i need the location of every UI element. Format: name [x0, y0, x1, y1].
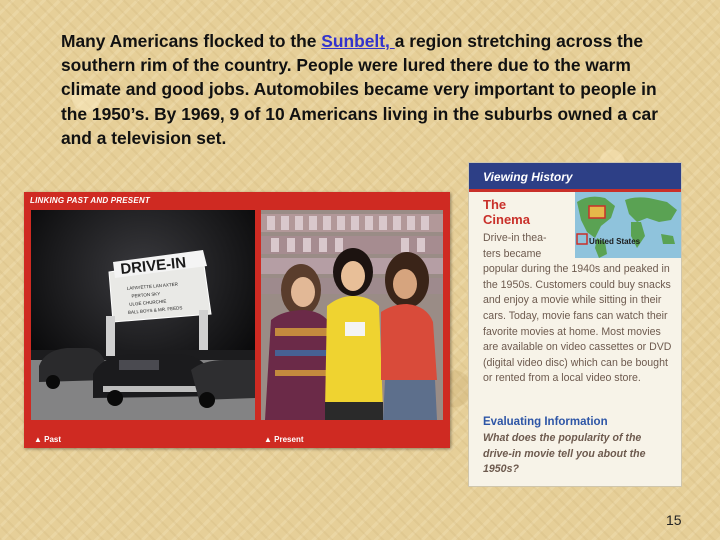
paragraph-text-start: Many Americans flocked to the: [61, 31, 322, 51]
body-line: ters became: [483, 247, 542, 260]
section-title: [483, 197, 530, 227]
panel-header: LINKING PAST AND PRESENT: [30, 196, 150, 205]
video-store-illustration: [261, 210, 443, 420]
linking-past-present-panel: [24, 192, 450, 448]
main-paragraph: [61, 29, 681, 150]
viewing-history-panel: [468, 162, 682, 487]
section-title-line1: The: [483, 197, 507, 212]
marquee-line: ULGE CHURCHIE: [129, 298, 167, 307]
sunbelt-link[interactable]: Sunbelt,: [321, 31, 395, 51]
page-number: 15: [666, 512, 682, 528]
marquee-line: BALL BOYS & MR. FEEDS: [127, 305, 183, 315]
past-label: ▲ Past: [34, 435, 62, 444]
person-right: [381, 252, 437, 420]
viewing-history-title: Viewing History: [483, 170, 573, 184]
sidebar-body-text: [483, 231, 677, 387]
video-store-photo: [261, 210, 443, 420]
marquee-line: PERTON SKY: [131, 291, 161, 299]
marquee-line: LAFAYETTE LAN AXTER: [126, 281, 179, 291]
section-title-line2: Cinema: [483, 212, 530, 227]
drive-in-illustration: [31, 210, 255, 420]
map-label: United States: [589, 237, 641, 246]
evaluating-information-heading: Evaluating Information: [483, 416, 608, 428]
viewing-history-header: [469, 163, 681, 189]
marquee-title: DRIVE-IN: [119, 254, 187, 278]
present-label: ▲ Present: [264, 435, 304, 444]
body-line: Drive-in thea-: [483, 232, 547, 244]
paragraph-text-end: a region stretching across the southern rim of the country. People were lured there due to the warm climate and good jobs. Automobiles became very important to people in the 1950’s. By 1969, 9 of 10 Americans living in the suburbs owned a car and a television set.: [61, 31, 658, 148]
body-paragraph: popular during the 1940s and peaked in the 1950s. Customers could buy snacks and enjoy a movie while sitting in their cars. Today, movie fans can watch their favorite movies at home. Most movies are available on video cassettes or DVD (digital video disc) which can be bought or rented from a local video store.: [483, 263, 672, 385]
drive-in-photo: [31, 210, 255, 420]
evaluation-question: What does the popularity of the drive-in movie tell you about the 1950s?: [483, 432, 646, 476]
